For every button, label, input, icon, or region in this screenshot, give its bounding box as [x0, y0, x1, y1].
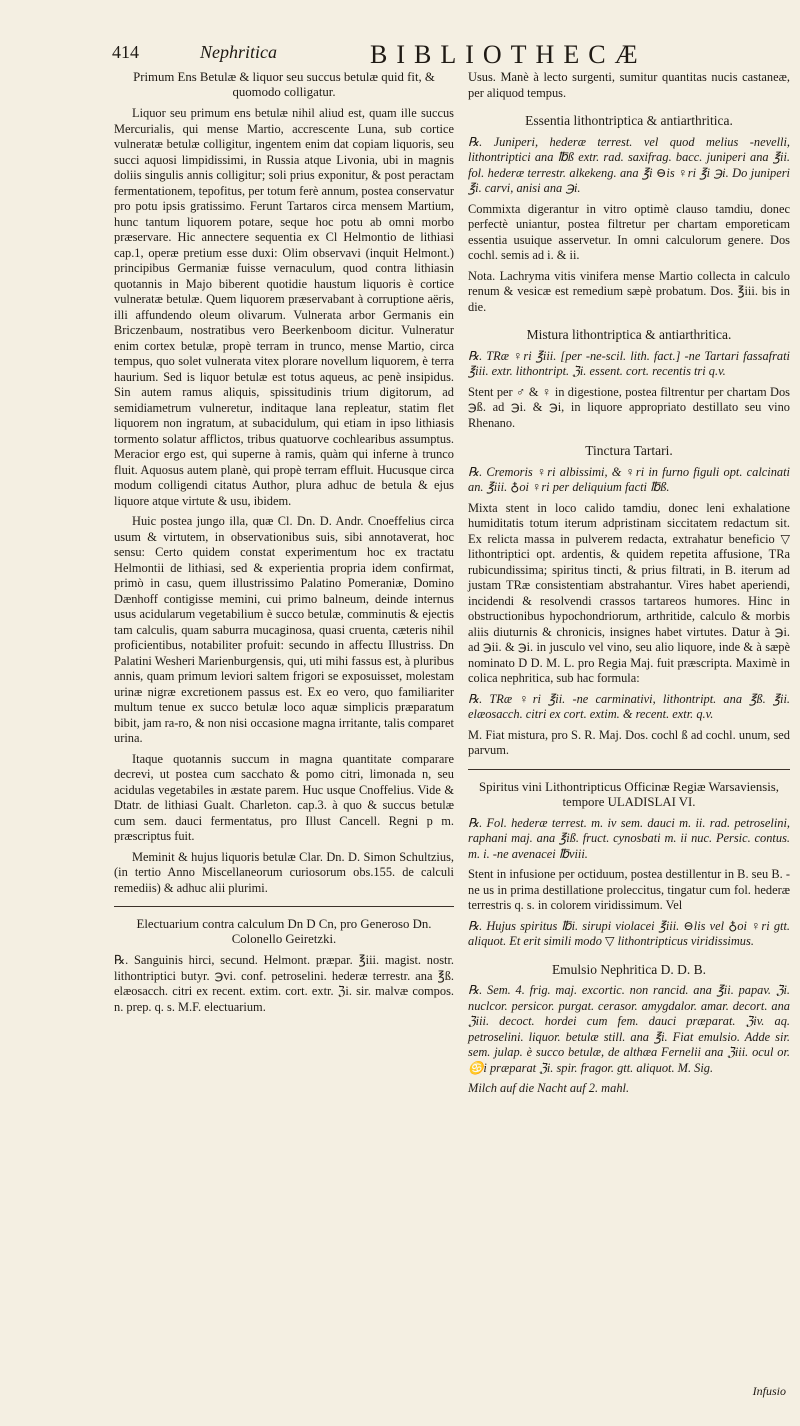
essentia-recipe: ℞. Juniperi, hederæ terrest. vel quod melius -nevelli, lithontriptici ana ℔ß extr. rad. saxifrag. bacc. juniperi ana ℥ii. fol. hederæ terrestr. alkekeng. ana ℥i ⊖is ♀ri ℥i ℈i. Do juniperi ℥i. carvi, anisi ana ℈i.	[468, 134, 790, 195]
syrup-recipe: ℞. Hujus spiritus ℔i. sirupi violacei ℥iii. ⊖lis vel ♁oi ♀ri gtt. aliquot. Et erit simili modo ▽ lithontripticus viridissimus.	[468, 918, 790, 948]
formula-instructions: M. Fiat mistura, pro S. R. Maj. Dos. cochl ß ad cochl. unum, sed parvum.	[468, 727, 790, 757]
electuary-title: Electuarium contra calculum Dn D Cn, pro Generoso Dn. Colonello Geiretzki.	[136, 917, 432, 946]
emulsio-title: Emulsio Nephritica D. D. B.	[551, 961, 707, 977]
page-number: 414	[112, 42, 139, 62]
section-divider	[114, 906, 454, 907]
spiritus-instructions: Stent in infusione per octiduum, postea destillentur in B. seu B. -ne us in prima destillatione proleccitus, tingatur cum fol. hederæ terrestris q. s. in colorem viridissimum. Vel	[468, 867, 790, 912]
paragraph-cnoeffelius: Huic postea jungo illa, quæ Cl. Dn. D. Andr. Cnoeffelius circa usum & virtutem, in observationibus suis, sibi annotaverat, hoc sensu: Certo quidem constat experimentum hoc ex tractatu Helmontii de lithiasi, sed & experientia propria idem confirmat, primò in casu, quem illustrissimo Palatino Pomeraniæ, Domino Dænhoff contigisse memini, cui primo balneum, deinde internus usus acidularum vegetabilium è succo betulæ, comminutis & ejectis tam calculis, quam saburra mucaginosa, quasi cruenta, cæteris nihil proficientibus, notabiliter profuit: secundo in affectu Illustriss. Dn Palatini Wesheri Marienburgensis, qui, uti mihi fassus est, à pluribus annis, quam primum leviori saltem frigori se exposuisset, molestam urinæ nigræ excretionem passus est. Ex eo vero, quo familiariter multum tenue ex succo betulæ loco aquæ simplicis præparatum bibit, jam ra-ro, & non nisi occasione magna irritante, talis comparet urina.	[114, 514, 454, 745]
essentia-title: Essentia lithontriptica & antiarthritica.	[525, 113, 733, 128]
left-column	[114, 70, 454, 1020]
section-divider-right	[468, 769, 790, 770]
mistura-instructions: Stent per ♂ & ♀ in digestione, postea filtrentur per chartam Dos ℈ß. ad ℈i. & ℈i, in liquore appropriato destillato seu vino Rhenano.	[468, 384, 790, 430]
usage-text: Usus. Manè à lecto surgenti, sumitur quantitas nucis castaneæ, per aliquod tempus.	[468, 70, 790, 100]
mistura-recipe: ℞. TRæ ♀ri ℥iii. [per -ne-scil. lith. fact.] -ne Tartari fassafrati ℥iii. extr. lithontript. ℨi. essent. cort. recentis tri q.v.	[468, 348, 790, 378]
spiritus-title: Spiritus vini Lithontripticus Officinæ Regiæ Warsaviensis, tempore ULADISLAI VI.	[479, 779, 779, 809]
electuary-recipe: ℞. Sanguinis hirci, secund. Helmont. præpar. ℥iii. magist. nostr. lithontriptici butyr. ℈vi. conf. petroselini. hederæ terrestr. ana ℥ß. elæosacch. citri ex recent. extim. cort. extr. ℨi. sir. malvæ compos. n. prep. q. s. M.F. electuarium.	[114, 953, 454, 1014]
spiritus-recipe: ℞. Fol. hederæ terrest. m. iv sem. dauci m. ii. rad. petroselini, raphani maj. ana ℥iß. fruct. cynosbati m. ii nuc. Persic. contus. m. i. -ne avenacei ℔viii.	[468, 815, 790, 861]
page-header	[112, 40, 776, 68]
running-title: Nephritica	[200, 42, 277, 62]
tinctura-recipe: ℞. Cremoris ♀ri albissimi, & ♀ri in furno figuli opt. calcinati an. ℥iii. ♁oi ♀ri per deliquium facti ℔ß.	[468, 464, 790, 494]
catchword: Infusio	[752, 1384, 786, 1398]
bibliotheca-title: BIBLIOTHECÆ	[370, 40, 647, 69]
emulsio-signature: Milch auf die Nacht auf 2. mahl.	[468, 1081, 630, 1095]
emulsio-recipe: ℞. Sem. 4. frig. maj. excortic. non rancid. ana ℥ii. papav. ℨi. nuclcor. persicor. purgat. cerasor. amygdalor. amar. decort. ana ℨiii. decoct. hordei cum fem. dauci præparat. ℨiv. aq. petroselini. liquor. betulæ still. ana ℥i. Fiat emulsio. Adde sir. sem. julap. è succo betulæ, de althæa Fernelii ana ℨiii. ocul or. ♋i præparat ℨi. spir. fragor. gtt. aliquot. M. Sig.	[468, 983, 790, 1075]
tinctura-title: Tinctura Tartari.	[585, 443, 673, 458]
intro-title: Primum Ens Betulæ & liquor seu succus betulæ quid fit, & quomodo colligatur.	[133, 70, 435, 99]
right-column	[468, 70, 790, 1102]
nota-text: Nota. Lachryma vitis vinifera mense Martio collecta in calculo renum & vesicæ est remedium sæpè probatum. Dos. ℥iii. bis in die.	[468, 268, 790, 314]
mistura-title: Mistura lithontriptica & antiarthritica.	[526, 327, 732, 342]
paragraph-liquor: Liquor seu primum ens betulæ nihil aliud est, quam ille succus Mercurialis, qui mense Martio, accrescente Luna, sub cortice vulneratæ betulæ colligitur, ingentem enim dat copiam liquoris, seu succi aquosi limpidissimi, in Russia atque Livonia, ubi in magnis doliis singulis annis colligitur; soli prius exponitur, & post peractam fermentationem, tepofitus, per totum ferè annum, postea conservatur pro potu ipsis gratissimo. Ferunt Tartaros circa mensem Martium, hunc tantum liquorem potare, seque hoc potu ab omni morbo præservare. Hic annectere sequentia ex Cl Helmontio de lithiasi cap.1, operæ pretium esse duxi: Olim observavi (inquit Helmont.) principibus Germaniæ fuisse vernaculum, quod contra lithiasin quotannis in Majo biberent quotidie haustum liquoris è cortice vulneratæ betulæ. Quem liquorem præservabant à corruptione aëris, illi affundendo oleum olivarum. Vulnerata arbor Germanis ein Briczenbaum, nostratibus vero Beerkenboom dicitur. Vulneratur enim cortex betulæ, propè terram in trunco, mense Martio, circa tempus, quo solet vulnerata vitex plorare novellum liquorem, è terra haurium. Sed is liquor betulæ est totus aqueus, ac penè insipidus. Sin autem ramus aliquis, spissitudinis trium digitorum, ad semidiametrum vulneretur, inditaque lana repleatur, statim flet liquorem non ingratum, at subacidulum, qui etiam in ipso lithiasis tormento solatur afflictos, tribus quatuorve cochlearibus assumptus. Meracior ergo est, qui superne à ramis, quàm qui inferne à trunco fluit. Aquosus autem planè, qui propè terram effluit. Hucusque circa modum colligendi citatus Author, plura adhuc de betula & ejus liquore atque virtute & usu, ibidem.	[114, 106, 454, 508]
paragraph-itaque: Itaque quotannis succum in magna quantitate comparare decrevi, ut postea cum sacchato & pomo citri, limonada n, seu acidulas vegetabiles in æstate parem. Huc usque Cnoffelius. Vide & Dtatr. de lithiasi Gualt. Charleton. cap.3. à quo & succus betulæ cum sem. dauci fermentatus, pro Illust Cancell. Regni p m. præscriptus fuit.	[114, 751, 454, 843]
formula-recipe: ℞. TRæ ♀ri ℥ii. -ne carminativi, lithontript. ana ℥ß. ℥ii. elæosacch. citri ex cort. extim. & recent. extr. q.v.	[468, 691, 790, 721]
tinctura-instructions: Mixta stent in loco calido tamdiu, donec leni exhalatione humiditatis totum iterum adpristinam siccitatem redactum sit. Ex relicta massa in pulverem redacta, extrahatur beneficio ▽ lithontriptici opt. ardentis, & quidem repetita affusione, TRa rubicundissima; spiritus tincti, & prius filtrati, in B. iterum ad justam TRæ consistentiam abstrahantur. Vires habet aperiendi, incidendi & resolvendi crassos tartareos humores. Hinc in obstructionibus hypochondriorum, arthritide, calculo & morbis aliis diuturnis & chronicis, insignes habet virtutes. Datur à ℈i. ad ℈ii. & ℈i. in jusculo vel vino, seu alio liquore, inde & à sæpè nominato D D. M. L. pro Regia Maj. fuit præscripta. Maximè in colica nephritica, sub hac formula:	[468, 500, 790, 685]
paragraph-meminit: Meminit & hujus liquoris betulæ Clar. Dn. D. Simon Schultzius, (in tertio Anno Miscellaneorum curiosorum obs.155. de calculi remediis) & adhuc alii plurimi.	[114, 849, 454, 895]
essentia-instructions: Commixta digerantur in vitro optimè clauso tamdiu, donec perfectè uniantur, postea filtretur per chartam emporeticam essentia usuique asservetur. In omni calculorum genere. Dos cochl. semis ad i. & ii.	[468, 201, 790, 262]
